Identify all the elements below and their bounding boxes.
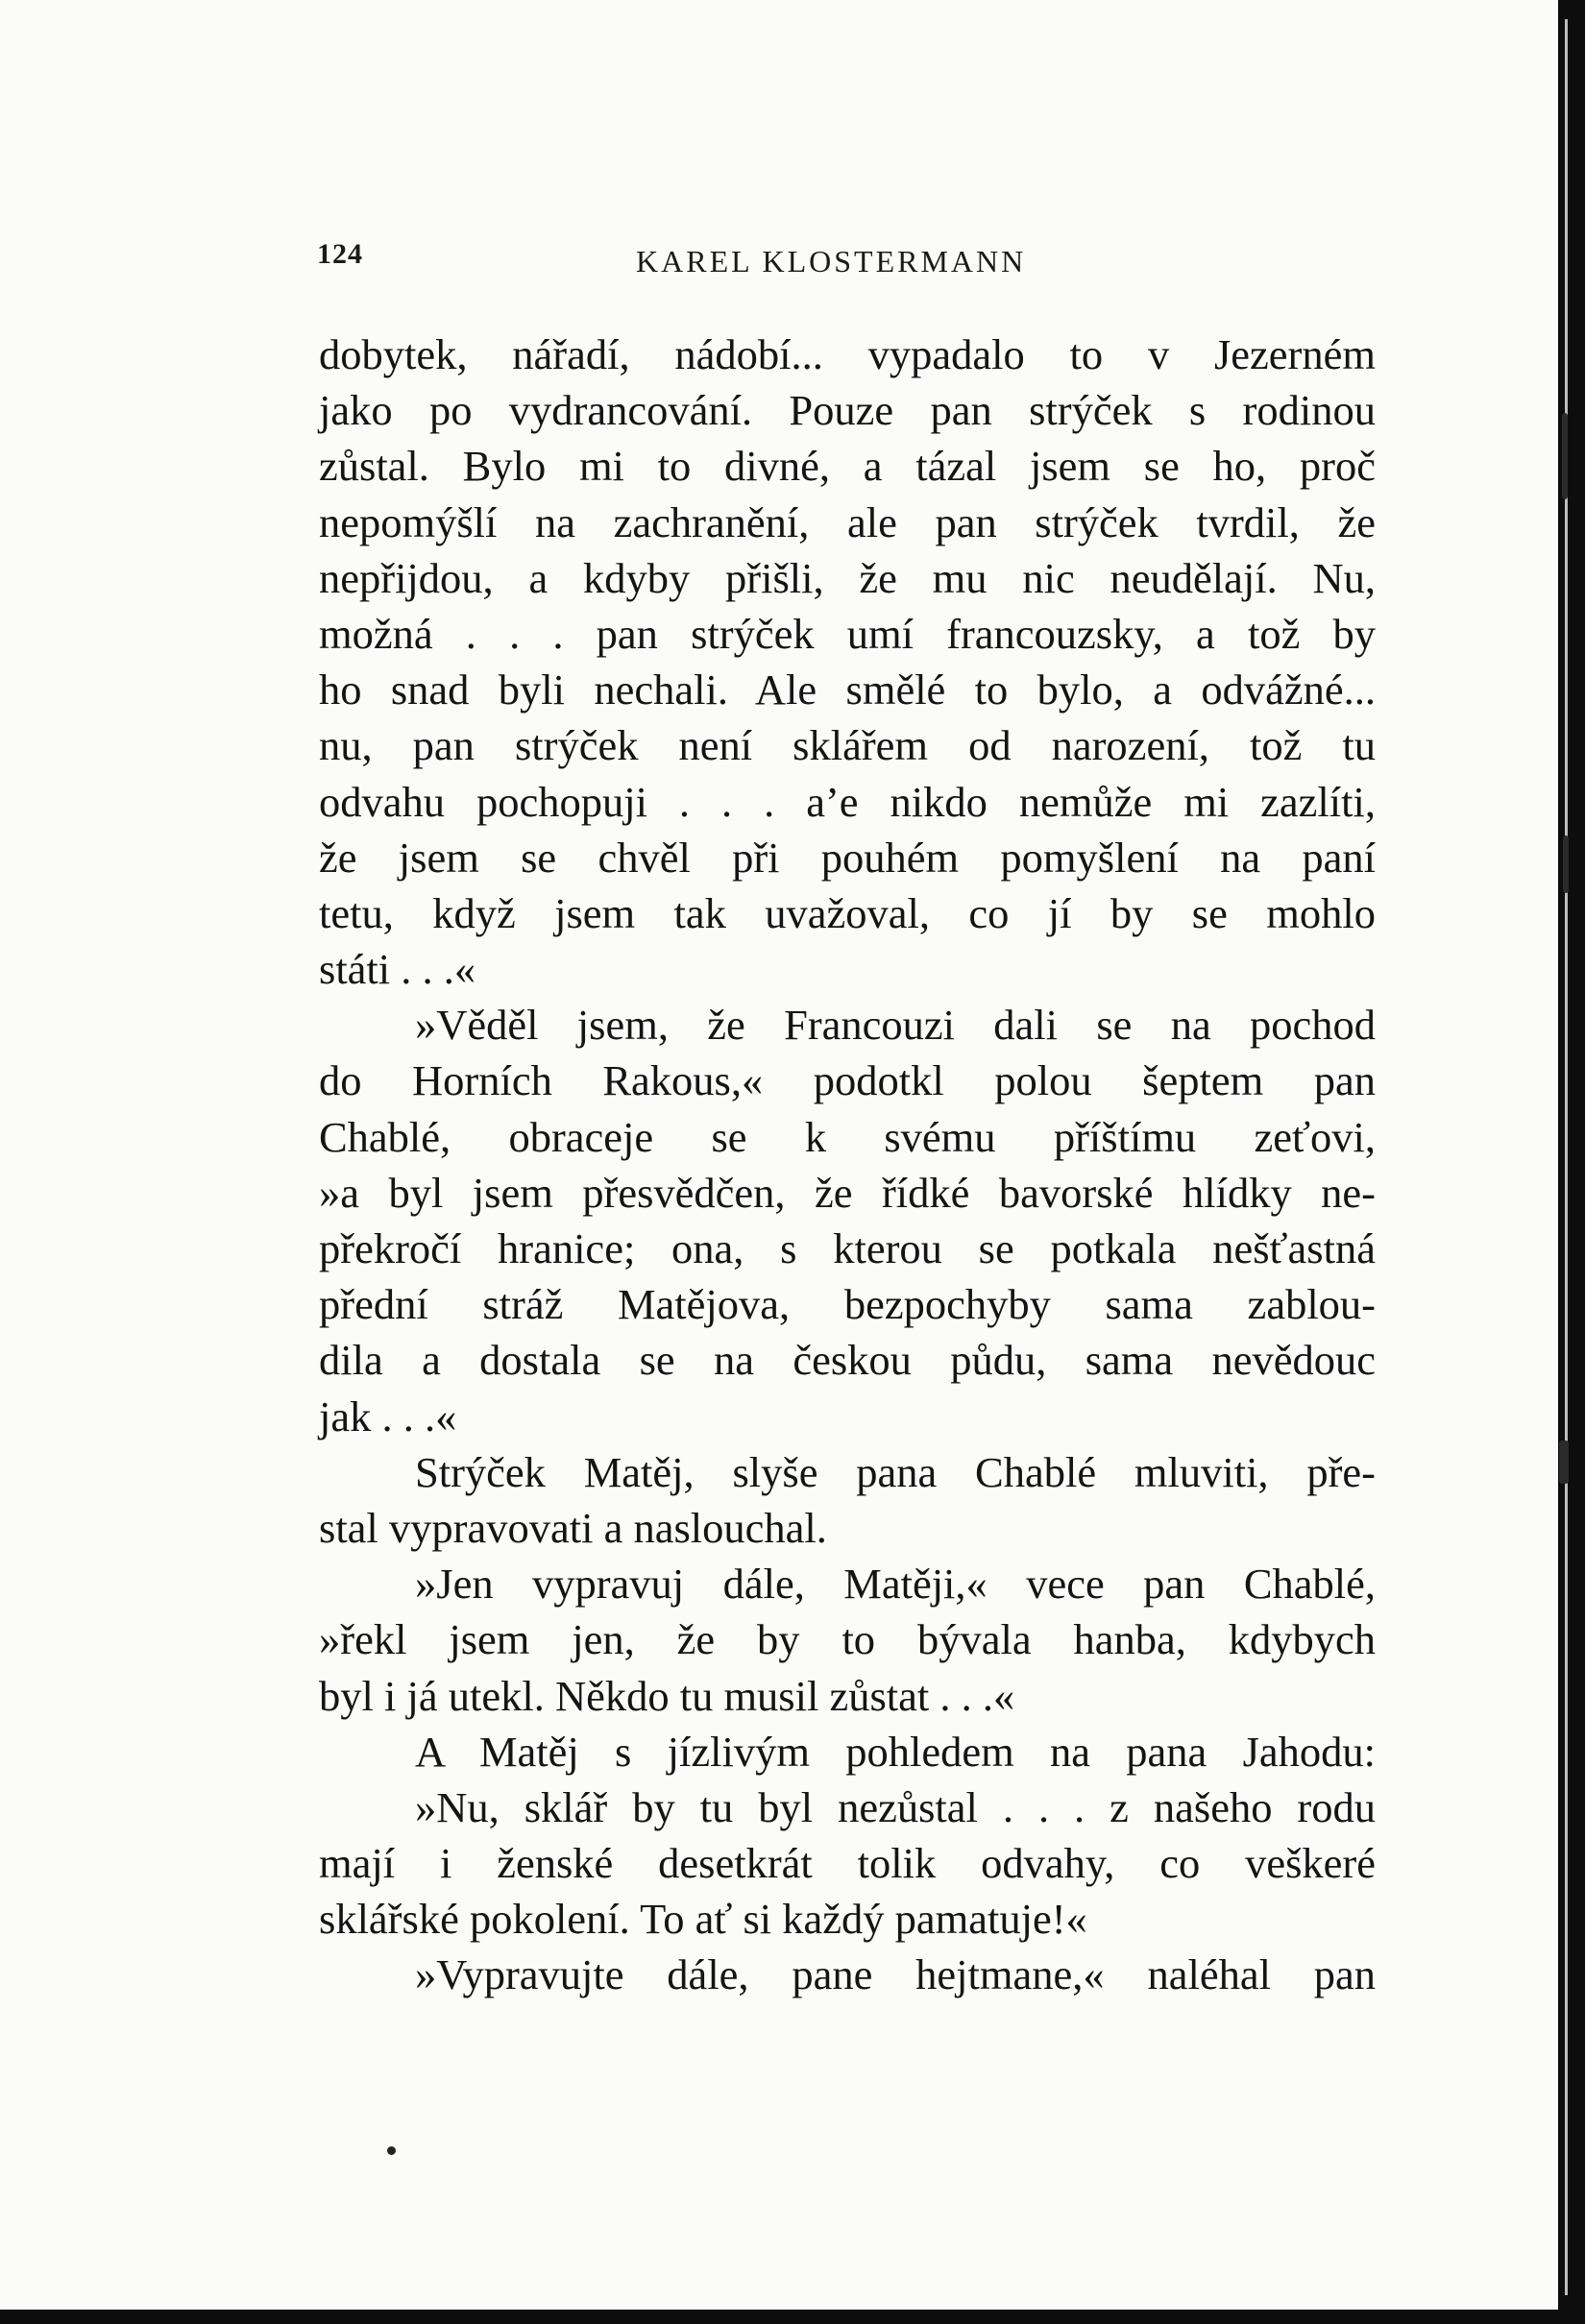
text-line: nu, pan strýček není sklářem od narození, tož tu: [319, 721, 1376, 770]
text-line: sklářské pokolení. To ať si každý pamatuje!«: [319, 1895, 1087, 1944]
text-line: státi . . .«: [319, 945, 476, 994]
text-line: přední stráž Matějova, bezpochyby sama zablou-: [319, 1280, 1376, 1329]
body-text: [319, 327, 1376, 2003]
text-line: možná . . . pan strýček umí francouzsky, a tož by: [319, 609, 1376, 658]
text-line: zůstal. Bylo mi to divné, a tázal jsem se ho, proč: [319, 442, 1376, 491]
text-line: nepomýšlí na zachranění, ale pan strýček tvrdil, že: [319, 497, 1376, 546]
running-head: KAREL KLOSTERMANN: [636, 244, 1027, 278]
edge-mark: [1562, 413, 1568, 499]
text-line: překročí hranice; ona, s kterou se potkala nešťastná: [319, 1224, 1376, 1272]
text-line: jako po vydrancování. Pouze pan strýček s rodinou: [319, 386, 1376, 435]
text-line: »a byl jsem přesvědčen, že řídké bavorské hlídky ne-: [319, 1168, 1376, 1217]
text-line: dila a dostala se na českou půdu, sama nevědouc: [319, 1336, 1376, 1385]
text-line: Chablé, obraceje se k svému příštímu zeťovi,: [319, 1112, 1376, 1161]
page-edge-line: [1565, 19, 1568, 2295]
page-number: 124: [317, 238, 363, 270]
text-line: odvahu pochopuji . . . a’e nikdo nemůže mi zazlíti,: [319, 777, 1376, 826]
page-header: [317, 238, 1374, 286]
text-line: že jsem se chvěl při pouhém pomyšlení na paní: [319, 833, 1376, 882]
text-line: »Věděl jsem, že Francouzi dali se na pochod: [415, 1001, 1376, 1050]
text-line: tetu, když jsem tak uvažoval, co jí by se mohlo: [319, 888, 1376, 937]
text-line: Strýček Matěj, slyše pana Chablé mluviti, pře-: [415, 1447, 1376, 1496]
text-line: »Nu, sklář by tu byl nezůstal . . . z našeho rodu: [415, 1782, 1376, 1831]
text-line: »Vypravujte dále, pane hejtmane,« naléhal pan: [415, 1950, 1376, 1999]
text-line: dobytek, nářadí, nádobí... vypadalo to v Jezerném: [319, 330, 1376, 378]
ink-speck: [387, 2146, 396, 2155]
text-line: byl i já utekl. Někdo tu musil zůstat . . .«: [319, 1671, 1015, 1720]
text-line: mají i ženské desetkrát tolik odvahy, co veškeré: [319, 1839, 1376, 1888]
text-line: »Jen vypravuj dále, Matěji,« vece pan Chablé,: [415, 1560, 1376, 1609]
text-line: A Matěj s jízlivým pohledem na pana Jahodu:: [415, 1727, 1376, 1776]
text-line: do Horních Rakous,« podotkl polou šeptem pan: [319, 1056, 1376, 1105]
text-line: »řekl jsem jen, že by to bývala hanba, kdybych: [319, 1615, 1376, 1664]
text-line: stal vypravovati a naslouchal.: [319, 1503, 827, 1552]
edge-mark: [1559, 1440, 1569, 1484]
text-line: nepřijdou, a kdyby přišli, že mu nic neudělají. Nu,: [319, 553, 1376, 602]
edge-mark: [1563, 835, 1569, 893]
text-line: jak . . .«: [319, 1392, 457, 1440]
text-line: ho snad byli nechali. Ale smělé to bylo, a odvážné...: [319, 666, 1376, 714]
